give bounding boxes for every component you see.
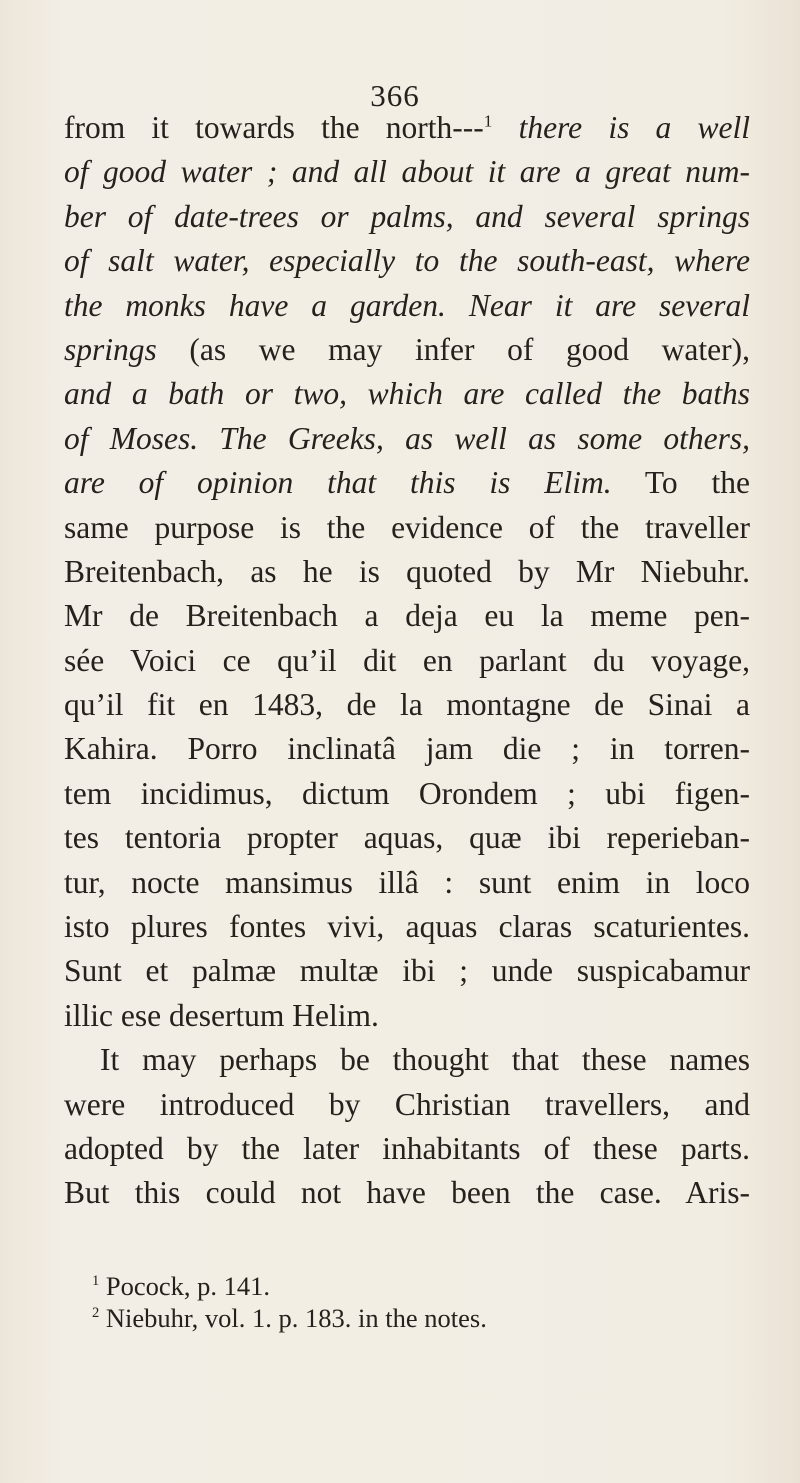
text-segment: isto plures fontes vivi, aquas claras scaturientes. — [64, 909, 750, 945]
text-line — [64, 417, 750, 461]
text-line — [64, 683, 750, 727]
footnote — [92, 1302, 732, 1334]
text-line — [64, 150, 750, 194]
text-segment: were introduced by Christian travellers, and — [64, 1086, 750, 1122]
text-segment: same purpose is the evidence of the traveller — [64, 509, 750, 545]
text-segment: It may perhaps be thought that these names — [100, 1042, 750, 1078]
footnote-reference: 1 — [483, 111, 493, 131]
text-segment: qu’il fit en 1483, de la montagne de Sinai a — [64, 687, 750, 723]
text-segment: tem incidimus, dictum Orondem ; ubi figen- — [64, 775, 750, 811]
text-segment: sée Voici ce qu’il dit en parlant du voyage, — [64, 642, 750, 678]
text-line — [64, 328, 750, 372]
footnote-text: Pocock, p. 141. — [99, 1271, 271, 1301]
page-number: 366 — [370, 78, 420, 113]
text-segment: Mr de Breitenbach a deja eu la meme pen- — [64, 598, 750, 634]
text-line — [64, 506, 750, 550]
text-line — [64, 772, 750, 816]
text-line — [64, 905, 750, 949]
text-segment: adopted by the later inhabitants of these parts. — [64, 1130, 750, 1166]
text-segment: there is a well — [492, 110, 750, 145]
text-line — [64, 550, 750, 594]
text-segment: of good water ; and all about it are a great num- — [64, 154, 750, 190]
text-segment: tur, nocte mansimus illâ : sunt enim in loco — [64, 864, 750, 900]
text-segment: But this could not have been the case. Aris- — [64, 1175, 750, 1211]
text-segment: of salt water, especially to the south-east, where — [64, 243, 750, 279]
text-segment: tes tentoria propter aquas, quæ ibi reperieban- — [64, 820, 750, 856]
text-line — [64, 239, 750, 283]
text-segment: To the — [611, 465, 750, 501]
text-line — [64, 195, 750, 239]
footnotes — [92, 1270, 732, 1334]
text-line — [64, 1127, 750, 1171]
text-segment: ber of date-trees or palms, and several springs — [64, 198, 750, 234]
text-segment: (as we may infer of good water), — [156, 331, 750, 367]
text-line — [64, 949, 750, 993]
text-segment: illic ese desertum Helim. — [64, 997, 379, 1033]
text-line — [64, 994, 750, 1038]
text-segment: Kahira. Porro inclinatâ jam die ; in torren- — [64, 731, 750, 767]
text-line — [64, 727, 750, 771]
text-line — [64, 1171, 750, 1215]
text-line — [64, 284, 750, 328]
text-segment: Sunt et palmæ multæ ibi ; unde suspicabamur — [64, 953, 750, 989]
text-line — [64, 372, 750, 416]
body-text — [64, 106, 750, 1216]
footnote-mark: 1 — [92, 1273, 100, 1290]
text-segment: springs — [64, 331, 157, 367]
text-segment: the monks have a garden. Near it are several — [64, 287, 750, 323]
footnote-text: Niebuhr, vol. 1. p. 183. in the notes. — [99, 1303, 487, 1333]
text-line — [64, 1083, 750, 1127]
text-line — [64, 639, 750, 683]
text-segment: and a bath or two, which are called the baths — [64, 376, 750, 412]
footnote — [92, 1270, 732, 1302]
text-line — [64, 594, 750, 638]
text-line — [64, 816, 750, 860]
footnote-mark: 2 — [92, 1305, 100, 1322]
text-line — [64, 461, 750, 505]
text-segment: from it towards the north--- — [64, 110, 484, 145]
text-line — [64, 1038, 750, 1082]
text-segment: of Moses. The Greeks, as well as some others, — [64, 420, 750, 456]
text-segment: are of opinion that this is Elim. — [64, 465, 612, 501]
text-segment: Breitenbach, as he is quoted by Mr Niebuhr. — [64, 553, 750, 589]
text-line — [64, 106, 750, 150]
text-line — [64, 861, 750, 905]
